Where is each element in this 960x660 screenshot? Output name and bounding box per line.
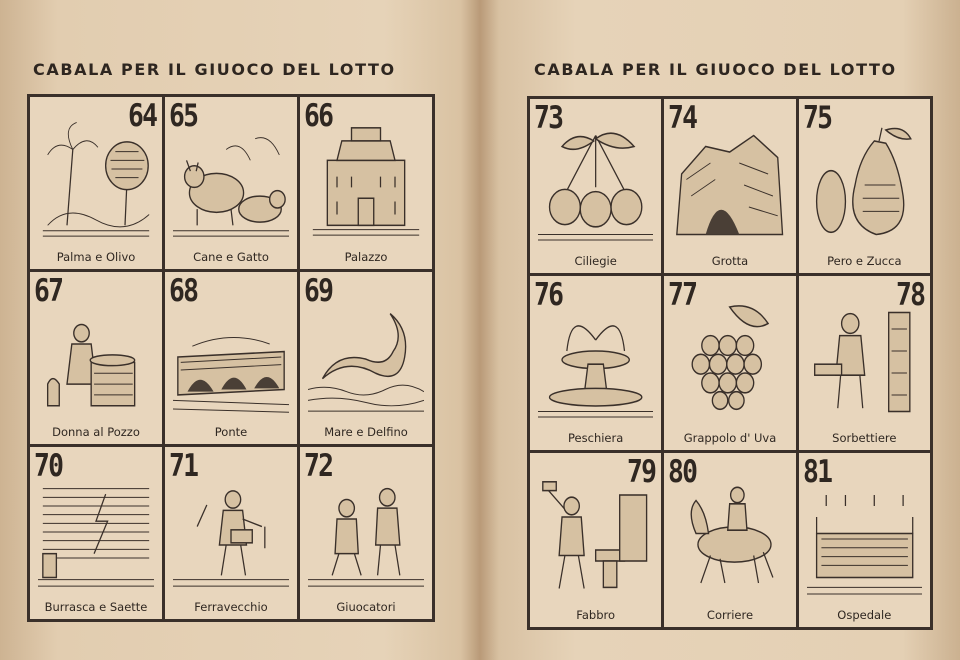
lotto-caption: Pero e Zucca <box>827 254 902 268</box>
lotto-cell-77 <box>664 276 795 450</box>
lotto-caption: Ciliegie <box>574 254 617 268</box>
lotto-number: 78 <box>895 277 924 313</box>
lotto-caption: Sorbettiere <box>832 431 897 445</box>
players-icon <box>308 467 424 597</box>
lotto-cell-79 <box>530 453 661 627</box>
lotto-cell-64 <box>30 97 162 269</box>
lotto-number: 77 <box>668 277 697 313</box>
grapes-icon <box>672 296 787 428</box>
lotto-grid-right <box>527 96 933 630</box>
lotto-grid-left <box>27 94 435 622</box>
page-title: CABALA PER IL GIUOCO DEL LOTTO <box>534 60 897 79</box>
bridge-icon <box>173 292 289 422</box>
lotto-number: 76 <box>534 277 563 313</box>
cherries-icon <box>538 119 653 251</box>
lotto-number: 81 <box>802 454 831 490</box>
left-page <box>0 0 478 660</box>
dog-cat-icon <box>173 117 289 247</box>
lotto-number: 80 <box>668 454 697 490</box>
hospital-icon <box>807 473 922 605</box>
woman-well-icon <box>38 292 154 422</box>
lotto-caption: Fabbro <box>576 608 616 622</box>
palace-icon <box>308 117 424 247</box>
lotto-caption: Peschiera <box>568 431 624 445</box>
lotto-number: 65 <box>169 98 198 134</box>
lotto-caption: Ospedale <box>837 608 892 622</box>
lotto-number: 73 <box>534 100 563 136</box>
lotto-cell-71 <box>165 447 297 619</box>
lotto-cell-76 <box>530 276 661 450</box>
pear-pumpkin-icon <box>807 119 922 251</box>
lotto-cell-66 <box>300 97 432 269</box>
storm-lightning-icon <box>38 467 154 597</box>
lotto-number: 72 <box>304 448 333 484</box>
lotto-caption: Giuocatori <box>336 600 396 614</box>
lotto-caption: Palma e Olivo <box>56 250 136 264</box>
palm-olive-icon <box>38 117 154 247</box>
lotto-cell-74 <box>664 99 795 273</box>
lotto-number: 74 <box>668 100 697 136</box>
courier-horse-icon <box>672 473 787 605</box>
lotto-caption: Cane e Gatto <box>193 250 269 264</box>
lotto-cell-68 <box>165 272 297 444</box>
lotto-caption: Corriere <box>706 608 754 622</box>
lotto-number: 75 <box>802 100 831 136</box>
lotto-cell-78 <box>799 276 930 450</box>
blacksmith-icon <box>538 473 653 605</box>
lotto-caption: Grappolo d' Uva <box>683 431 777 445</box>
lotto-cell-80 <box>664 453 795 627</box>
lotto-number: 71 <box>169 448 198 484</box>
lotto-caption: Palazzo <box>344 250 388 264</box>
lotto-cell-72 <box>300 447 432 619</box>
lotto-number: 69 <box>304 273 333 309</box>
fountain-icon <box>538 296 653 428</box>
lotto-number: 68 <box>169 273 198 309</box>
page-title: CABALA PER IL GIUOCO DEL LOTTO <box>33 60 396 79</box>
lotto-caption: Donna al Pozzo <box>52 425 140 439</box>
scrap-dealer-icon <box>173 467 289 597</box>
lotto-number: 67 <box>34 273 63 309</box>
lotto-number: 64 <box>127 98 156 134</box>
lotto-number: 70 <box>34 448 63 484</box>
lotto-cell-67 <box>30 272 162 444</box>
right-page <box>482 0 960 660</box>
sorbet-seller-icon <box>807 296 922 428</box>
cave-icon <box>672 119 787 251</box>
lotto-cell-73 <box>530 99 661 273</box>
lotto-caption: Ferravecchio <box>194 600 268 614</box>
lotto-cell-75 <box>799 99 930 273</box>
lotto-number: 79 <box>626 454 656 490</box>
sea-dolphin-icon <box>308 292 424 422</box>
lotto-cell-81 <box>799 453 930 627</box>
lotto-caption: Grotta <box>711 254 749 268</box>
lotto-cell-65 <box>165 97 297 269</box>
lotto-caption: Ponte <box>214 425 248 439</box>
lotto-number: 66 <box>304 98 333 134</box>
lotto-caption: Burrasca e Saette <box>44 600 148 614</box>
lotto-cell-69 <box>300 272 432 444</box>
lotto-caption: Mare e Delfino <box>324 425 408 439</box>
lotto-cell-70 <box>30 447 162 619</box>
